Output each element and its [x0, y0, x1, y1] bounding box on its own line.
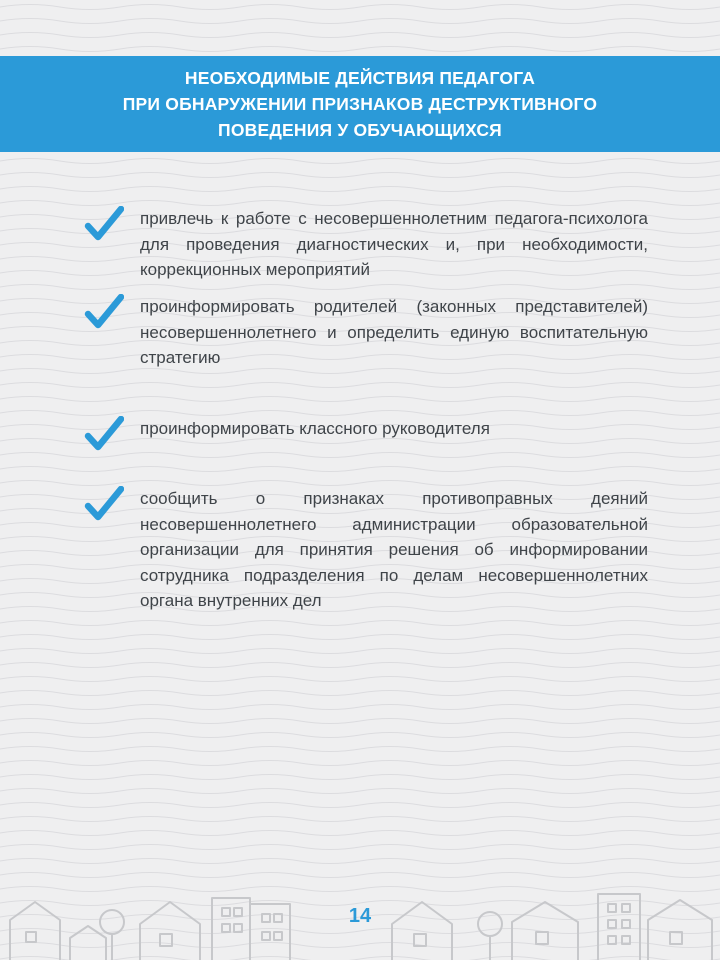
action-item — [84, 416, 650, 452]
page-number: 14 — [348, 905, 372, 927]
header-title-line-2: ПРИ ОБНАРУЖЕНИИ ПРИЗНАКОВ ДЕСТРУКТИВНОГО — [122, 94, 598, 114]
checkmark-icon — [84, 486, 124, 522]
action-item-text: проинформировать родителей (законных представителей) несовершеннолетнего и определить единую воспитательную стратегию — [140, 297, 648, 367]
checkmark-icon — [84, 206, 124, 242]
action-item-text: сообщить о признаках противоправных деяний несовершеннолетнего администрации образовательной организации для принятия решения об информировании сотрудника подразделения по делам несовершеннолетних органа внутренних дел — [140, 489, 648, 610]
header-banner — [0, 56, 720, 152]
header-title-line-1: НЕОБХОДИМЫЕ ДЕЙСТВИЯ ПЕДАГОГА — [184, 68, 536, 88]
action-item-text: привлечь к работе с несовершеннолетним педагога-психолога для проведения диагностических и, при необходимости, коррекционных мероприятий — [140, 209, 648, 279]
checkmark-icon — [84, 416, 124, 452]
action-item — [84, 206, 650, 283]
checkmark-icon — [84, 294, 124, 330]
header-title-line-3: ПОВЕДЕНИЯ У ОБУЧАЮЩИХСЯ — [218, 120, 502, 140]
action-item — [84, 294, 650, 371]
action-item — [84, 486, 650, 614]
action-item-text: проинформировать классного руководителя — [140, 419, 490, 438]
